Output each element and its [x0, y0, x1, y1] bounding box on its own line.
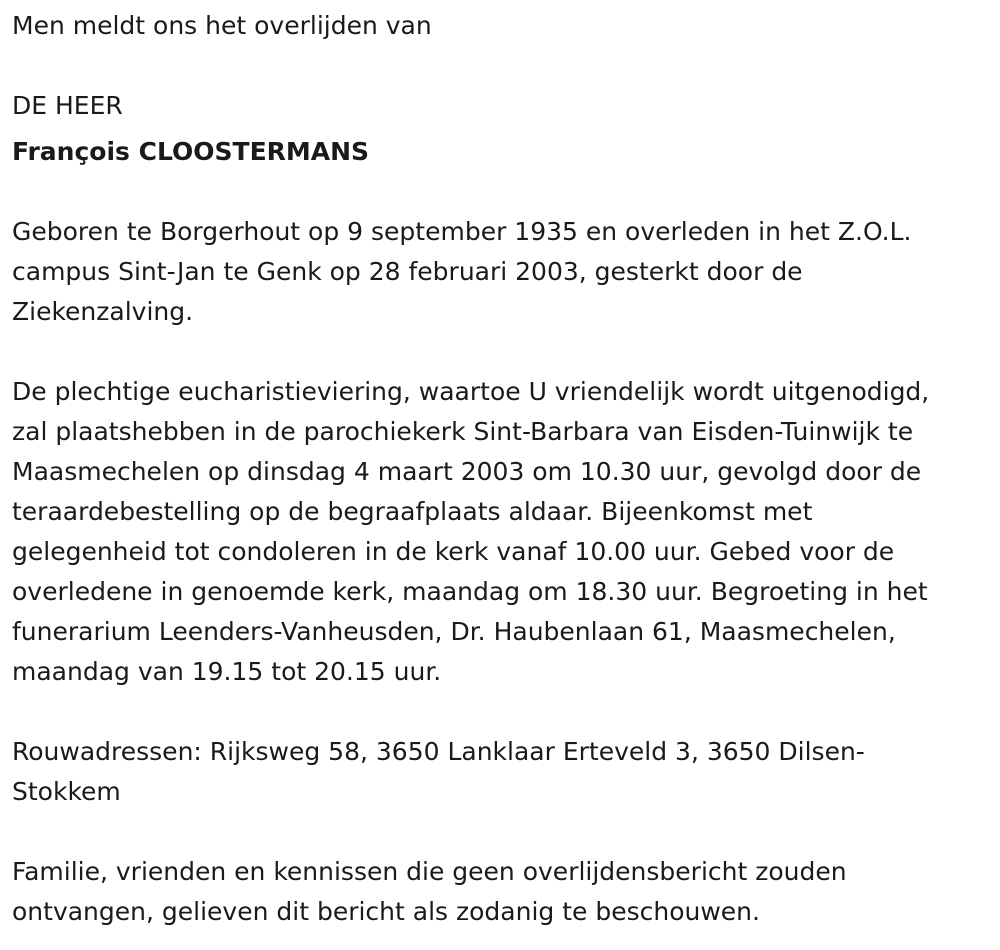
paragraph-line: Ziekenzalving.: [12, 297, 194, 326]
closing-paragraph: [12, 852, 988, 932]
deceased-name: François CLOOSTERMANS: [12, 137, 370, 166]
paragraph-line: overledene in genoemde kerk, maandag om 18.30 uur. Begroeting in het: [12, 577, 928, 606]
address-paragraph: [12, 732, 988, 812]
honorific-title: DE HEER: [12, 91, 123, 120]
paragraph-line: Maasmechelen op dinsdag 4 maart 2003 om 10.30 uur, gevolgd door de: [12, 457, 922, 486]
intro-text: Men meldt ons het overlijden van: [12, 11, 432, 40]
paragraph-line: campus Sint-Jan te Genk op 28 februari 2003, gesterkt door de: [12, 257, 803, 286]
paragraph-line: funerarium Leenders-Vanheusden, Dr. Haubenlaan 61, Maasmechelen,: [12, 617, 896, 646]
ceremony-paragraph: [12, 372, 988, 692]
paragraph-line: Geboren te Borgerhout op 9 september 1935 en overleden in het Z.O.L.: [12, 217, 912, 246]
birth-death-paragraph: [12, 212, 988, 332]
paragraph-line: Rouwadressen: Rijksweg 58, 3650 Lanklaar Erteveld 3, 3650 Dilsen-: [12, 737, 865, 766]
paragraph-line: maandag van 19.15 tot 20.15 uur.: [12, 657, 442, 686]
paragraph-line: Familie, vrienden en kennissen die geen overlijdensbericht zouden: [12, 857, 847, 886]
paragraph-line: ontvangen, gelieven dit bericht als zodanig te beschouwen.: [12, 897, 760, 926]
paragraph-line: De plechtige eucharistieviering, waartoe U vriendelijk wordt uitgenodigd,: [12, 377, 930, 406]
paragraph-line: zal plaatshebben in de parochiekerk Sint-Barbara van Eisden-Tuinwijk te: [12, 417, 914, 446]
paragraph-line: Stokkem: [12, 777, 121, 806]
paragraph-line: teraardebestelling op de begraafplaats aldaar. Bijeenkomst met: [12, 497, 813, 526]
paragraph-line: gelegenheid tot condoleren in de kerk vanaf 10.00 uur. Gebed voor de: [12, 537, 895, 566]
